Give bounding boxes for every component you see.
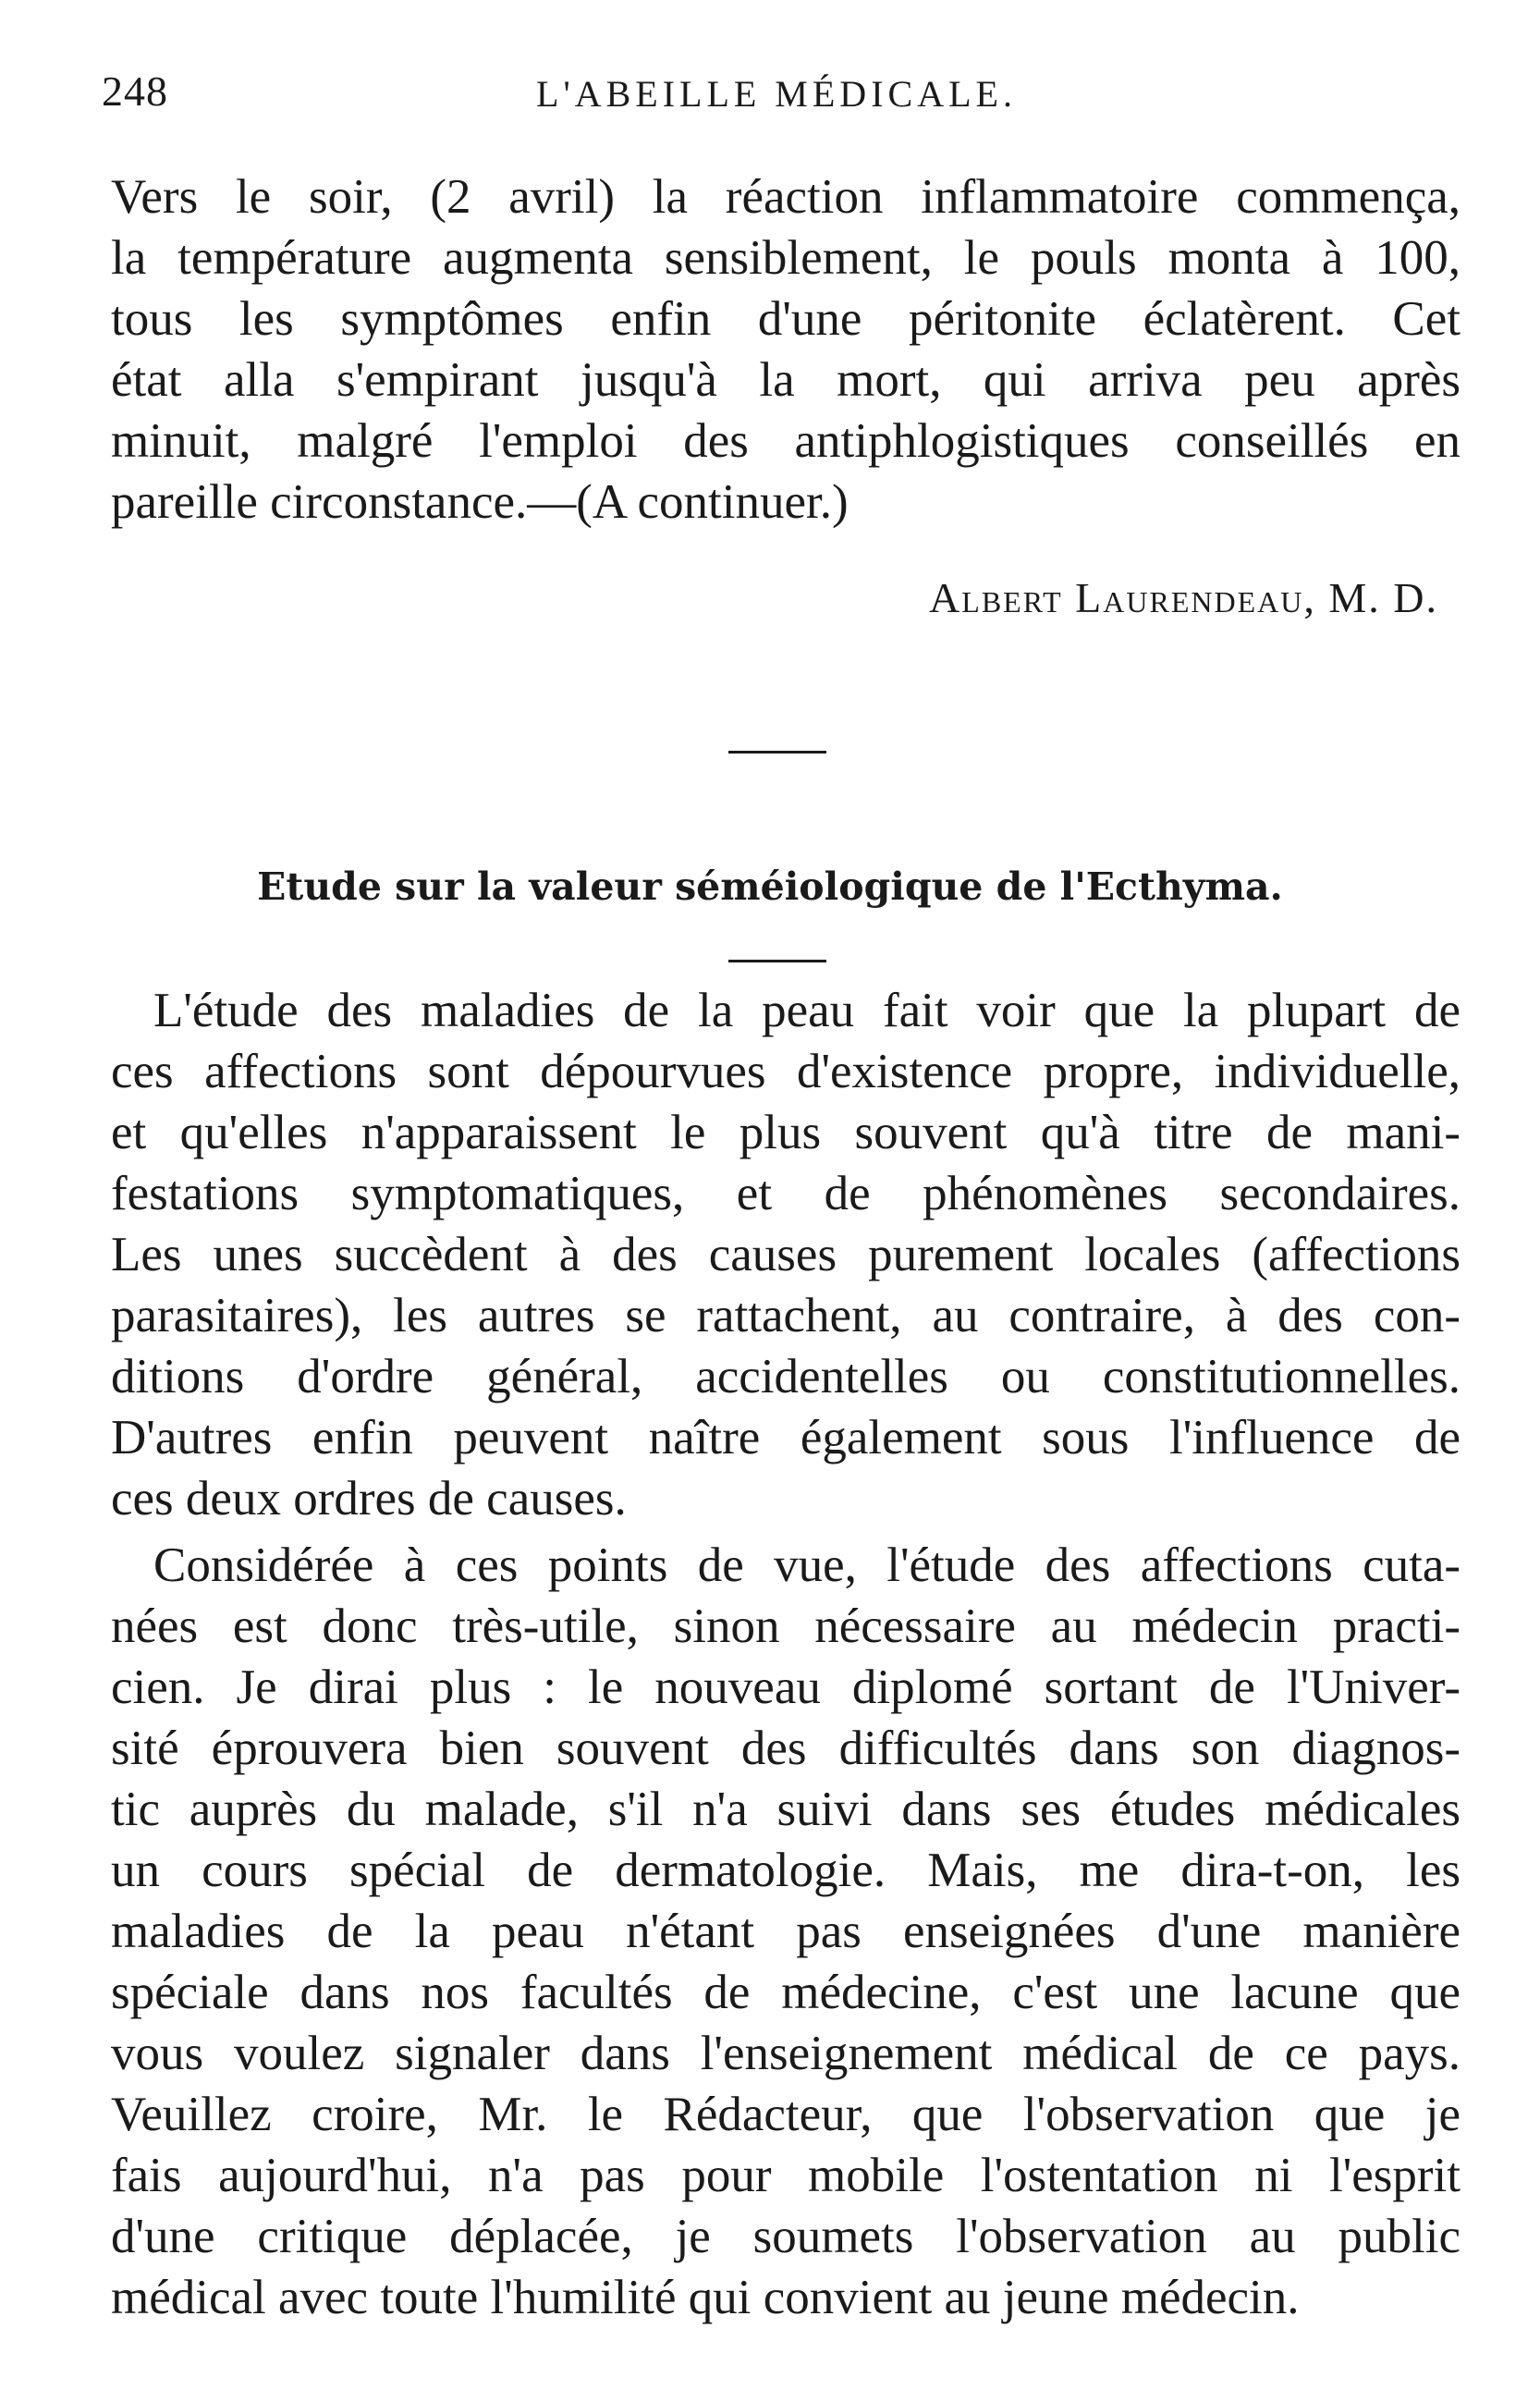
text-line: festations symptomatiques, et de phénomènes secondaires. xyxy=(111,1167,1461,1220)
text-line: fais aujourd'hui, n'a pas pour mobile l'ostentation ni l'esprit xyxy=(111,2149,1461,2202)
text-line: sité éprouvera bien souvent des difficultés dans son diagnos- xyxy=(111,1722,1461,1775)
text-line: d'une critique déplacée, je soumets l'observation au public xyxy=(111,2210,1461,2263)
text-line: ces affections sont dépourvues d'existence propre, individuelle, xyxy=(111,1045,1461,1098)
author-signature: Albert Laurendeau, M. D. xyxy=(929,574,1438,621)
text-line: minuit, malgré l'emploi des antiphlogistiques conseillés en xyxy=(111,414,1461,468)
text-line: D'autres enfin peuvent naître également sous l'influence de xyxy=(111,1411,1461,1464)
text-line: parasitaires), les autres se rattachent, au contraire, à des con- xyxy=(111,1289,1461,1342)
text-line: tous les symptômes enfin d'une péritonite éclatèrent. Cet xyxy=(111,292,1461,346)
text-line: état alla s'empirant jusqu'à la mort, qui arriva peu après xyxy=(111,353,1461,407)
text-line: vous voulez signaler dans l'enseignement médical de ce pays. xyxy=(111,2027,1461,2080)
paragraph-body xyxy=(111,1535,1461,2328)
text-line: maladies de la peau n'étant pas enseignées d'une manière xyxy=(111,1905,1461,1958)
text-line: L'étude des maladies de la peau fait voir que la plupart de xyxy=(153,984,1461,1037)
running-head xyxy=(102,67,1451,122)
text-line: nées est donc très-utile, sinon nécessaire au médecin practi- xyxy=(111,1599,1461,1653)
text-line: pareille circonstance.—(A continuer.) xyxy=(111,475,849,529)
text-line: ditions d'ordre général, accidentelles ou constitutionnelles. xyxy=(111,1350,1461,1403)
text-line: tic auprès du malade, s'il n'a suivi dans ses études médicales xyxy=(111,1783,1461,1836)
text-line: Vers le soir, (2 avril) la réaction inflammatoire commença, xyxy=(111,170,1461,224)
title-divider xyxy=(728,960,826,962)
text-line: la température augmenta sensiblement, le pouls monta à 100, xyxy=(111,231,1461,285)
text-line: cien. Je dirai plus : le nouveau diplomé sortant de l'Univer- xyxy=(111,1661,1461,1714)
text-line: Les unes succèdent à des causes purement locales (affections xyxy=(111,1228,1461,1281)
text-line: Considérée à ces points de vue, l'étude des affections cuta- xyxy=(153,1538,1461,1592)
page-number: 248 xyxy=(102,67,168,115)
text-line: un cours spécial de dermatologie. Mais, me dira-t-on, les xyxy=(111,1844,1461,1897)
paragraph-continuation xyxy=(111,166,1461,533)
article-title: Etude sur la valeur séméiologique de l'Ecthyma. xyxy=(257,864,1283,909)
text-line: ces deux ordres de causes. xyxy=(111,1472,627,1526)
text-line: Veuillez croire, Mr. le Rédacteur, que l'observation que je xyxy=(111,2088,1461,2141)
journal-title: L'ABEILLE MÉDICALE. xyxy=(536,73,1017,115)
paragraph-intro xyxy=(111,980,1461,1529)
text-line: et qu'elles n'apparaissent le plus souvent qu'à titre de mani- xyxy=(111,1106,1461,1159)
text-line: médical avec toute l'humilité qui convient au jeune médecin. xyxy=(111,2271,1300,2324)
section-divider xyxy=(728,751,826,754)
text-line: spéciale dans nos facultés de médecine, c'est une lacune que xyxy=(111,1966,1461,2019)
